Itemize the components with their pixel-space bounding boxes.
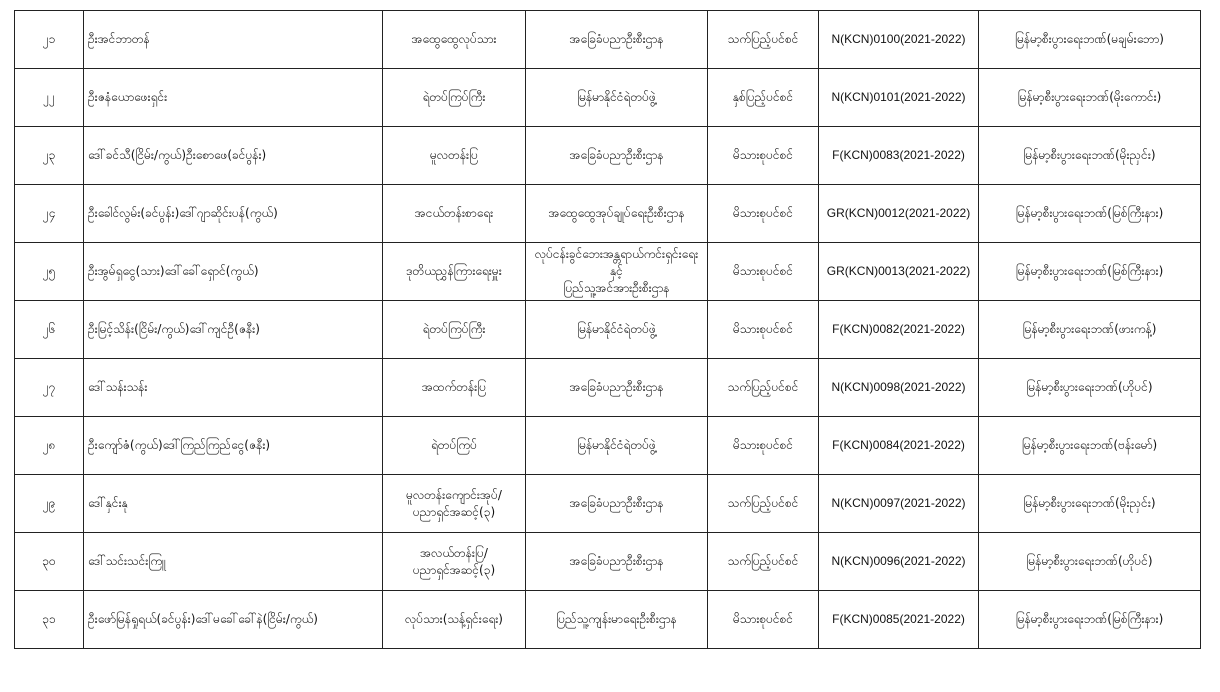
recipient-name-cell: ဦးကျော်ဇံ(ကွယ်)ဒေါ်ကြည်ကြည်ငွေ(ဇနီး): [84, 417, 383, 475]
recipient-name-cell: ဦးခေါင်လွမ်း(ခင်ပွန်း)ဒေါ်ဂျာဆိုင်းပန်(ကွယ်): [84, 185, 383, 243]
registration-number-cell: N(KCN)0098(2021-2022): [819, 359, 979, 417]
pension-type-cell: မိသားစုပင်စင်: [708, 417, 819, 475]
position-title-cell: မူလတန်းကျောင်းအုပ်/ ပညာရှင်အဆင့်(၃): [383, 475, 526, 533]
row-number-cell: ၂၇: [15, 359, 84, 417]
table-row: [15, 243, 1201, 301]
table-row: [15, 127, 1201, 185]
payment-bank-branch-cell: မြန်မာ့စီးပွားရေးဘဏ်(ဟိုပင်): [979, 533, 1201, 591]
pension-type-cell: သက်ပြည့်ပင်စင်: [708, 11, 819, 69]
registration-number-cell: N(KCN)0097(2021-2022): [819, 475, 979, 533]
table-row: [15, 417, 1201, 475]
payment-bank-branch-cell: မြန်မာ့စီးပွားရေးဘဏ်(မြစ်ကြီးနား): [979, 185, 1201, 243]
position-title-cell: အငယ်တန်းစာရေး: [383, 185, 526, 243]
row-number-cell: ၂၁: [15, 11, 84, 69]
department-name-cell: အခြေခံပညာဦးစီးဌာန: [526, 533, 708, 591]
position-title-cell: ရဲတပ်ကြပ်ကြီး: [383, 301, 526, 359]
registration-number-cell: N(KCN)0096(2021-2022): [819, 533, 979, 591]
department-name-cell: မြန်မာနိုင်ငံရဲတပ်ဖွဲ့: [526, 301, 708, 359]
department-name-cell: လုပ်ငန်းခွင်ဘေးအန္တရာယ်ကင်းရှင်းရေးနှင့် ပြည်သူ့အင်အားဦးစီးဌာန: [526, 243, 708, 301]
payment-bank-branch-cell: မြန်မာ့စီးပွားရေးဘဏ်(မြစ်ကြီးနား): [979, 243, 1201, 301]
department-name-cell: အထွေထွေအုပ်ချုပ်ရေးဦးစီးဌာန: [526, 185, 708, 243]
recipient-name-cell: ဦးဖော်မြန်ရှုရယ်(ခင်ပွန်း)ဒေါ်မခေါ်ခေါ်နဲ(ငြိမ်း/ကွယ်): [84, 591, 383, 649]
pension-type-cell: မိသားစုပင်စင်: [708, 243, 819, 301]
pension-type-cell: မိသားစုပင်စင်: [708, 301, 819, 359]
recipient-name-cell: ဒေါ်နှင်းနု: [84, 475, 383, 533]
table-row: [15, 185, 1201, 243]
pension-records-table: [14, 10, 1201, 649]
department-name-cell: အခြေခံပညာဦးစီးဌာန: [526, 127, 708, 185]
payment-bank-branch-cell: မြန်မာ့စီးပွားရေးဘဏ်(မိုးကောင်း): [979, 69, 1201, 127]
department-name-cell: အခြေခံပညာဦးစီးဌာန: [526, 359, 708, 417]
pension-type-cell: မိသားစုပင်စင်: [708, 127, 819, 185]
recipient-name-cell: ဦးဇနံယောဖေးရှင်း: [84, 69, 383, 127]
row-number-cell: ၃၀: [15, 533, 84, 591]
position-title-cell: ရဲတပ်ကြပ်ကြီး: [383, 69, 526, 127]
registration-number-cell: N(KCN)0101(2021-2022): [819, 69, 979, 127]
department-name-cell: ပြည်သူ့ကျန်းမာရေးဦးစီးဌာန: [526, 591, 708, 649]
table-row: [15, 475, 1201, 533]
row-number-cell: ၃၁: [15, 591, 84, 649]
table-row: [15, 69, 1201, 127]
department-name-cell: အခြေခံပညာဦးစီးဌာန: [526, 475, 708, 533]
department-name-cell: မြန်မာနိုင်ငံရဲတပ်ဖွဲ့: [526, 69, 708, 127]
table-row: [15, 301, 1201, 359]
row-number-cell: ၂၃: [15, 127, 84, 185]
payment-bank-branch-cell: မြန်မာ့စီးပွားရေးဘဏ်(မိုးညှင်း): [979, 127, 1201, 185]
pension-type-cell: မိသားစုပင်စင်: [708, 185, 819, 243]
recipient-name-cell: ဒေါ်သန်းသန်း: [84, 359, 383, 417]
table-row: [15, 591, 1201, 649]
recipient-name-cell: ဦးအင်ဘာတန်: [84, 11, 383, 69]
position-title-cell: ဒုတိယညွှန်ကြားရေးမှူး: [383, 243, 526, 301]
row-number-cell: ၂၆: [15, 301, 84, 359]
position-title-cell: မူလတန်းပြ: [383, 127, 526, 185]
table-row: [15, 11, 1201, 69]
recipient-name-cell: ဒေါ်ခင်သီ(ငြိမ်း/ကွယ်)ဦးစောဖေ(ခင်ပွန်း): [84, 127, 383, 185]
pension-type-cell: သက်ပြည့်ပင်စင်: [708, 475, 819, 533]
row-number-cell: ၂၈: [15, 417, 84, 475]
pension-type-cell: သက်ပြည့်ပင်စင်: [708, 533, 819, 591]
row-number-cell: ၂၅: [15, 243, 84, 301]
position-title-cell: အထက်တန်းပြ: [383, 359, 526, 417]
table-row: [15, 533, 1201, 591]
recipient-name-cell: ဒေါ်သင်းသင်းကြူ: [84, 533, 383, 591]
payment-bank-branch-cell: မြန်မာ့စီးပွားရေးဘဏ်(ဗန်းမော်): [979, 417, 1201, 475]
registration-number-cell: F(KCN)0085(2021-2022): [819, 591, 979, 649]
table-row: [15, 359, 1201, 417]
payment-bank-branch-cell: မြန်မာ့စီးပွားရေးဘဏ်(မချမ်းဘော): [979, 11, 1201, 69]
payment-bank-branch-cell: မြန်မာ့စီးပွားရေးဘဏ်(မြစ်ကြီးနား): [979, 591, 1201, 649]
table-body: [15, 11, 1201, 649]
registration-number-cell: N(KCN)0100(2021-2022): [819, 11, 979, 69]
position-title-cell: လုပ်သား(သန့်ရှင်းရေး): [383, 591, 526, 649]
pension-type-cell: နှစ်ပြည့်ပင်စင်: [708, 69, 819, 127]
position-title-cell: အလယ်တန်းပြ/ ပညာရှင်အဆင့်(၃): [383, 533, 526, 591]
pension-record-sheet: [14, 10, 1200, 649]
payment-bank-branch-cell: မြန်မာ့စီးပွားရေးဘဏ်(ဖားကန့်): [979, 301, 1201, 359]
position-title-cell: အထွေထွေလုပ်သား: [383, 11, 526, 69]
payment-bank-branch-cell: မြန်မာ့စီးပွားရေးဘဏ်(မိုးညှင်း): [979, 475, 1201, 533]
registration-number-cell: GR(KCN)0013(2021-2022): [819, 243, 979, 301]
recipient-name-cell: ဦးမြင့်သိန်း(ငြိမ်း/ကွယ်)ဒေါ်ကျင်ဦ(ဇနီး): [84, 301, 383, 359]
row-number-cell: ၂၄: [15, 185, 84, 243]
pension-type-cell: မိသားစုပင်စင်: [708, 591, 819, 649]
position-title-cell: ရဲတပ်ကြပ်: [383, 417, 526, 475]
registration-number-cell: F(KCN)0082(2021-2022): [819, 301, 979, 359]
payment-bank-branch-cell: မြန်မာ့စီးပွားရေးဘဏ်(ဟိုပင်): [979, 359, 1201, 417]
recipient-name-cell: ဦးအွမ်ရှငွေ(သား)ဒေါ်ခေါ်ရှောင်(ကွယ်): [84, 243, 383, 301]
department-name-cell: မြန်မာနိုင်ငံရဲတပ်ဖွဲ့: [526, 417, 708, 475]
registration-number-cell: F(KCN)0084(2021-2022): [819, 417, 979, 475]
registration-number-cell: GR(KCN)0012(2021-2022): [819, 185, 979, 243]
row-number-cell: ၂၂: [15, 69, 84, 127]
registration-number-cell: F(KCN)0083(2021-2022): [819, 127, 979, 185]
pension-type-cell: သက်ပြည့်ပင်စင်: [708, 359, 819, 417]
department-name-cell: အခြေခံပညာဦးစီးဌာန: [526, 11, 708, 69]
row-number-cell: ၂၉: [15, 475, 84, 533]
